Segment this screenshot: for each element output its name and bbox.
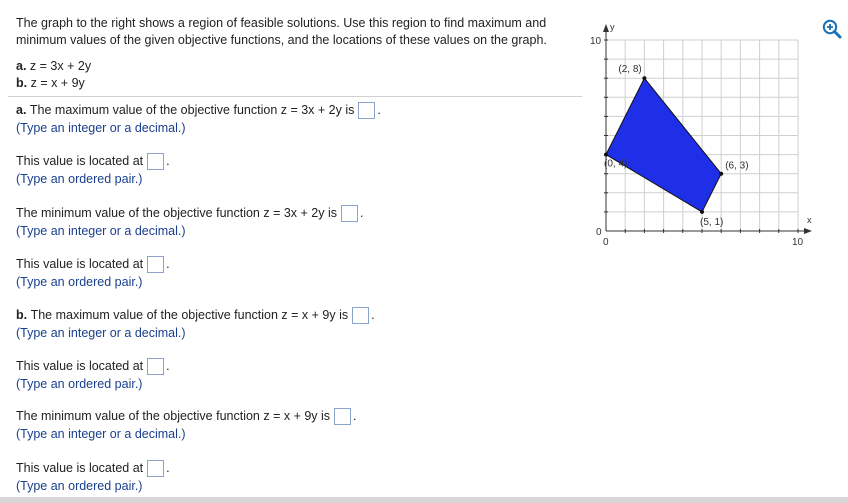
vertex-label: (2, 8) <box>618 64 642 76</box>
x-axis-arrow <box>804 228 812 234</box>
question-text: The maximum value of the objective function z = 3x + 2y is <box>29 103 355 117</box>
answer-input[interactable] <box>147 358 164 375</box>
question-text: This value is located at <box>16 154 144 168</box>
answer-input[interactable] <box>147 256 164 273</box>
objective-functions <box>16 58 584 92</box>
question-hint: (Type an ordered pair.) <box>16 377 143 391</box>
function-a-expr: z = 3x + 2y <box>29 59 92 73</box>
question-a-min: The minimum value of the objective function z = 3x + 2y is . (Type an integer or a decimal.) <box>16 206 364 238</box>
y-top-tick-label: 10 <box>590 36 602 47</box>
function-b <box>16 75 584 92</box>
y-zero-tick-label: 0 <box>596 227 602 238</box>
y-axis-arrow <box>603 24 609 32</box>
question-text: The maximum value of the objective function z = x + 9y is <box>30 308 349 322</box>
question-text: This value is located at <box>16 359 144 373</box>
answer-input[interactable] <box>147 460 164 477</box>
question-a-min-location: This value is located at . (Type an ordered pair.) <box>16 257 170 289</box>
answer-input[interactable] <box>358 102 375 119</box>
function-a <box>16 58 584 75</box>
problem-statement <box>16 15 584 92</box>
vertex-point <box>700 210 704 214</box>
y-axis-label: y <box>610 22 615 32</box>
question-hint: (Type an integer or a decimal.) <box>16 427 186 441</box>
answer-input[interactable] <box>147 153 164 170</box>
question-text: This value is located at <box>16 257 144 271</box>
function-b-label: b. <box>16 76 28 90</box>
vertex-point <box>719 172 723 176</box>
question-hint: (Type an integer or a decimal.) <box>16 326 186 340</box>
vertex-label: (0, 4) <box>604 158 628 170</box>
question-hint: (Type an integer or a decimal.) <box>16 121 186 135</box>
question-text: This value is located at <box>16 461 144 475</box>
function-a-label: a. <box>16 59 27 73</box>
vertex-point <box>642 76 646 80</box>
vertex-label: (5, 1) <box>700 216 724 228</box>
section-divider <box>8 96 582 97</box>
question-hint: (Type an ordered pair.) <box>16 479 143 493</box>
vertex-label: (6, 3) <box>725 160 749 172</box>
question-b-min-location: This value is located at . (Type an ordered pair.) <box>16 461 170 493</box>
feasible-region-graph <box>590 20 810 250</box>
answer-input[interactable] <box>334 408 351 425</box>
question-hint: (Type an integer or a decimal.) <box>16 224 186 238</box>
question-hint: (Type an ordered pair.) <box>16 275 143 289</box>
question-prefix: a. <box>16 103 27 117</box>
question-b-min: The minimum value of the objective function z = x + 9y is . (Type an integer or a decimal.) <box>16 409 357 441</box>
question-text: The minimum value of the objective function z = x + 9y is <box>16 409 331 423</box>
question-prefix: b. <box>16 308 28 322</box>
intro-text: The graph to the right shows a region of feasible solutions. Use this region to find maximum and minimum values of the given objective functions, and the locations of these values on the graph. <box>16 16 547 47</box>
zoom-in-icon[interactable] <box>822 19 842 39</box>
bottom-scroll-bar[interactable] <box>0 497 848 503</box>
function-b-expr: z = x + 9y <box>30 76 85 90</box>
answer-input[interactable] <box>352 307 369 324</box>
question-a-max-location: This value is located at . (Type an ordered pair.) <box>16 154 170 186</box>
question-text: The minimum value of the objective function z = 3x + 2y is <box>16 206 337 220</box>
x-zero-tick-label: 0 <box>603 237 609 248</box>
question-a-max: a. The maximum value of the objective function z = 3x + 2y is . (Type an integer or a decimal.) <box>16 103 381 135</box>
question-b-max: b. The maximum value of the objective function z = x + 9y is . (Type an integer or a decimal.) <box>16 308 375 340</box>
x-axis-label: x <box>807 215 812 225</box>
vertex-point <box>604 153 608 157</box>
question-hint: (Type an ordered pair.) <box>16 172 143 186</box>
question-b-max-location: This value is located at . (Type an ordered pair.) <box>16 359 170 391</box>
answer-input[interactable] <box>341 205 358 222</box>
x-right-tick-label: 10 <box>792 237 804 248</box>
